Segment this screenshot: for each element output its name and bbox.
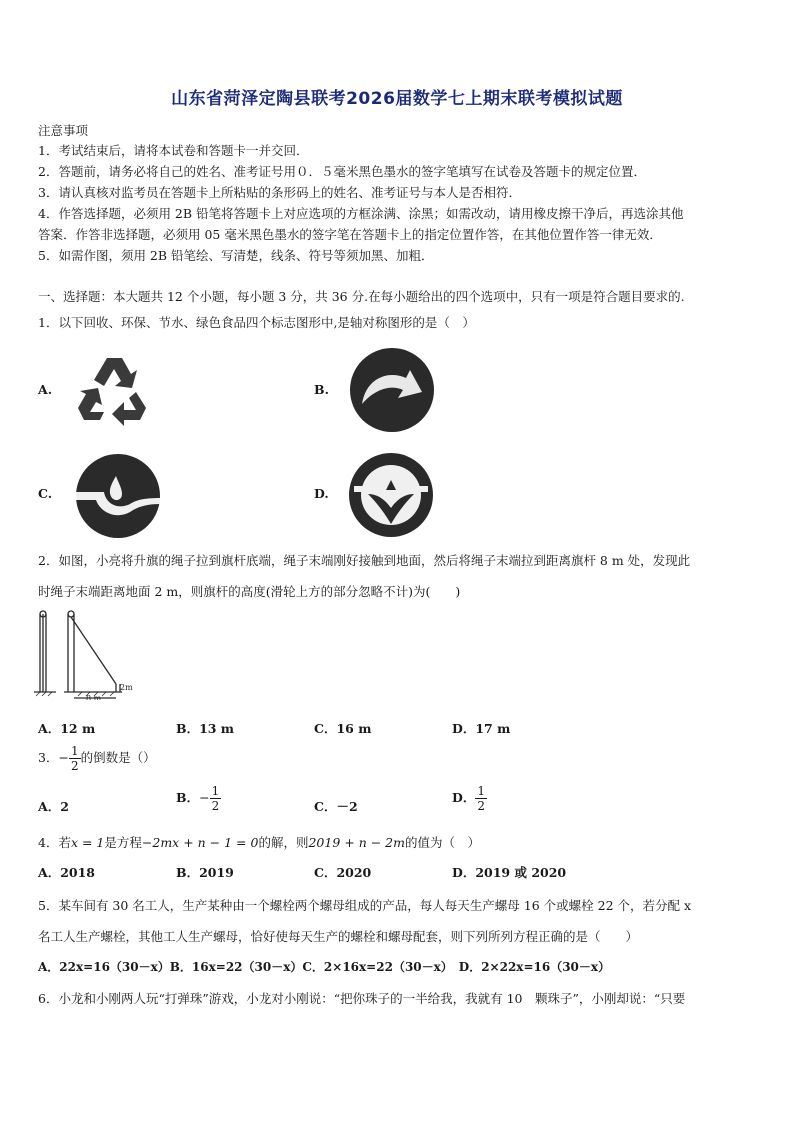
q3-numerator: 1 [70, 744, 79, 758]
q4-option-b: B．2019 [176, 865, 234, 880]
q1-option-b-label: B. [314, 382, 329, 397]
question-6-stem: 6．小龙和小刚两人玩“打弹珠”游戏，小龙对小刚说：“把你珠子的一半给我，我就有 10 颗珠子”，小刚却说：“只要 [38, 991, 686, 1006]
q4-option-a: A．2018 [38, 865, 95, 880]
question-4-stem [38, 833, 480, 851]
notice-item-4: 4．作答选择题，必须用 2B 铅笔将答题卡上对应选项的方框涂满、涂黑；如需改动，请用橡皮擦干净后，再选涂其他 [38, 206, 684, 221]
q3-minus: − [58, 750, 69, 765]
question-5-stem-line-2: 名工人生产螺栓，其他工人生产螺母，恰好使每天生产的螺栓和螺母配套，则下列所列方程正确的是（ ） [38, 929, 639, 944]
q1-option-a-label: A. [38, 382, 53, 397]
green-food-logo-icon [346, 450, 436, 540]
q3-option-d-denominator: 2 [477, 799, 485, 813]
water-saving-logo-icon [74, 452, 162, 540]
flagpole-figure [34, 608, 134, 700]
q4-text-3: 的解，则 [258, 835, 309, 850]
question-3-stem [38, 744, 156, 773]
q2-option-d: D．17 m [452, 721, 511, 736]
q4-eq-1: x = 1 [70, 835, 105, 850]
question-1-stem: 1．以下回收、环保、节水、绿色食品四个标志图形中,是轴对称图形的是（ ） [38, 315, 475, 330]
recycle-logo-icon [74, 350, 156, 432]
q3-denominator: 2 [70, 759, 79, 773]
q3-option-b-minus: − [199, 790, 210, 805]
notice-item-5: 5．如需作图，须用 2B 铅笔绘、写清楚，线条、符号等须加黑、加粗． [38, 248, 434, 263]
q3-option-a: A．2 [38, 799, 69, 814]
q3-option-c: C．－2 [314, 799, 358, 814]
question-2-stem-line-1: 2．如图，小亮将升旗的绳子拉到旗杆底端，绳子末端刚好接触到地面，然后将绳子末端拉到距离旗杆 8 m 处，发现此 [38, 553, 691, 568]
q1-option-c-label: C. [38, 486, 53, 501]
figure-label-2m: 2m [120, 683, 133, 692]
q4-eq-2: −2mx + n − 1 = 0 [141, 835, 259, 850]
question-5-stem-line-1: 5．某车间有 30 名工人，生产某种由一个螺栓两个螺母组成的产品，每人每天生产螺母 16 个或螺栓 22 个，若分配 x [38, 898, 692, 913]
q3-option-b-fraction [210, 784, 222, 813]
notice-item-4-cont: 答案．作答非选择题，必须用 05 毫米黑色墨水的签字笔在答题卡上的指定位置作答，在其他位置作答一律无效． [38, 227, 662, 242]
q3-suffix: 的倒数是（） [80, 750, 156, 765]
section-heading: 一、选择题：本大题共 12 个小题，每小题 3 分，共 36 分.在每小题给出的四个选项中，只有一项是符合题目要求的. [38, 289, 685, 304]
q4-text-1: 4．若 [38, 835, 71, 850]
green-dot-logo-icon [348, 346, 436, 434]
notice-item-1: 1．考试结束后，请将本试卷和答题卡一并交回． [38, 143, 309, 158]
q3-option-d-label: D． [452, 790, 476, 805]
q4-option-d: D．2019 或 2020 [452, 865, 567, 880]
q2-option-c: C．16 m [314, 721, 372, 736]
q4-eq-3: 2019 + n − 2m [308, 835, 405, 850]
q3-prefix: 3． [38, 750, 59, 765]
q3-option-b-numerator: 1 [211, 784, 220, 798]
notice-heading: 注意事项 [38, 123, 89, 138]
q1-option-d-label: D. [314, 486, 329, 501]
page-title: 山东省菏泽定陶县联考2026届数学七上期末联考模拟试题 [171, 89, 623, 109]
q3-option-d [452, 784, 487, 813]
notice-item-2: 2．答题前，请务必将自己的姓名、准考证号用０．５毫米黑色墨水的签字笔填写在试卷及答题卡的规定位置． [38, 164, 646, 179]
figure-label-8m: 8 m [86, 694, 102, 700]
notice-item-3: 3．请认真核对监考员在答题卡上所粘贴的条形码上的姓名、准考证号与本人是否相符． [38, 185, 521, 200]
q2-option-a: A．12 m [38, 721, 96, 736]
q5-options: A．22x=16（30－x）B．16x=22（30－x）C．2×16x=22（30－x） D．2×22x=16（30－x） [38, 960, 611, 974]
q2-option-b: B．13 m [176, 721, 235, 736]
q3-option-b-denominator: 2 [211, 799, 220, 813]
q3-option-b [176, 784, 221, 813]
q3-fraction [69, 744, 81, 773]
question-2-stem-line-2: 时绳子末端距离地面 2 m，则旗杆的高度(滑轮上方的部分忽略不计)为( ) [38, 584, 461, 599]
q4-option-c: C．2020 [314, 865, 372, 880]
q4-text-4: 的值为（ ） [404, 835, 480, 850]
q3-option-d-numerator: 1 [477, 784, 485, 798]
q3-option-d-fraction [475, 784, 487, 813]
q4-text-2: 是方程 [104, 835, 142, 850]
q3-option-b-label: B． [176, 790, 200, 805]
